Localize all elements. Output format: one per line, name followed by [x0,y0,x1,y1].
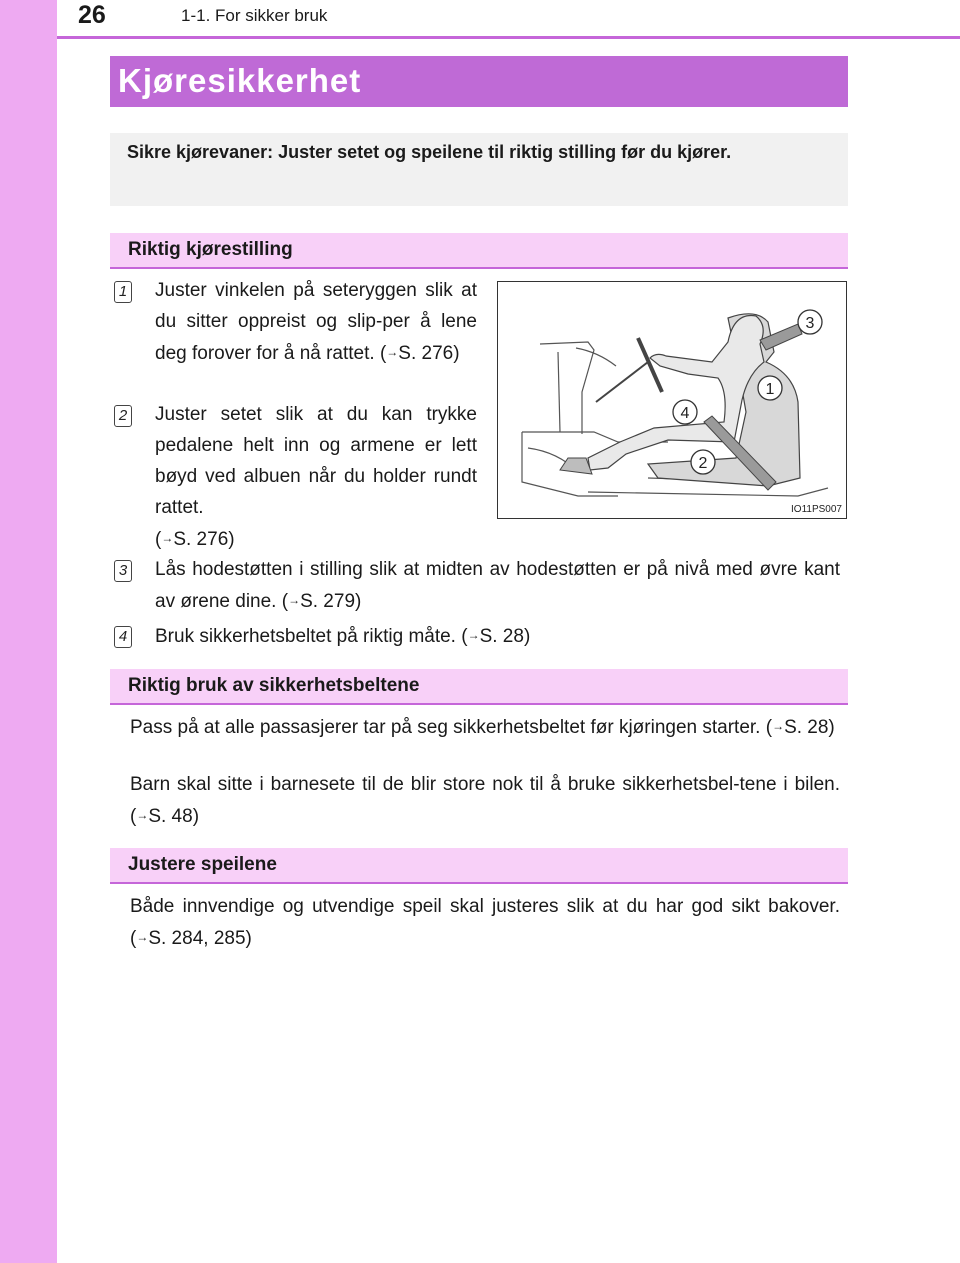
callout-1-label: 1 [765,381,775,398]
figure-code: IO11PS007 [791,504,842,515]
section-heading-label: Justere speilene [128,854,277,875]
section-heading-mirrors [110,848,848,884]
belts-paragraph-2: Barn skal sitte i barnesete til de blir store nok til å bruke sikkerhetsbel-tene i bilen. (→S. 48) [130,774,840,827]
arrow-icon: → [161,531,174,545]
section-heading-label: Riktig kjørestilling [128,239,293,260]
item-number-badge: 3 [114,560,132,582]
arrow-icon: → [136,808,149,822]
section-heading-label: Riktig bruk av sikkerhetsbeltene [128,675,420,696]
arrow-icon: → [467,628,480,642]
driver-seat-drawing [498,282,846,518]
page-number: 26 [78,1,106,29]
belts-paragraph-1: Pass på at alle passasjerer tar på seg sikkerhetsbeltet før kjøringen starter. (→S. 28) [130,717,835,738]
arrow-icon: → [288,593,301,607]
chapter-title: 1-1. For sikker bruk [181,6,328,25]
callout-4-label: 4 [680,405,690,422]
arrow-icon: → [386,345,399,359]
arrow-icon: → [772,719,785,733]
item-4-text: Bruk sikkerhetsbeltet på riktig måte. (→S. 28) [155,626,531,647]
side-margin-strip [0,0,57,1263]
driving-position-illustration [497,281,847,519]
page-title: Kjøresikkerhet [118,62,362,99]
item-number-badge: 1 [114,281,132,303]
header-divider [57,36,960,39]
callout-2-label: 2 [698,455,708,472]
arrow-icon: → [136,930,149,944]
intro-text: Sikre kjørevaner: Juster setet og speilene til riktig stilling før du kjører. [127,142,732,162]
callout-3-label: 3 [805,315,815,332]
item-2-text: Juster setet slik at du kan trykke pedalene helt inn og armene er lett bøyd ved albuen når du holder rundt rattet. (→S. 276) [155,404,477,550]
section-heading-position [110,233,848,269]
mirrors-paragraph: Både innvendige og utvendige speil skal justeres slik at du har god sikt bakover. (→S. 284, 285) [130,896,840,949]
item-3-text: Lås hodestøtten i stilling slik at midten av hodestøtten er på nivå med øvre kant av ørene dine. (→S. 279) [155,559,840,612]
item-number-badge: 2 [114,405,132,427]
section-heading-belts [110,669,848,705]
item-number-badge: 4 [114,626,132,648]
item-1-text: Juster vinkelen på seteryggen slik at du sitter oppreist og slip-per å lene deg forover for å nå rattet. (→S. 276) [155,280,477,364]
